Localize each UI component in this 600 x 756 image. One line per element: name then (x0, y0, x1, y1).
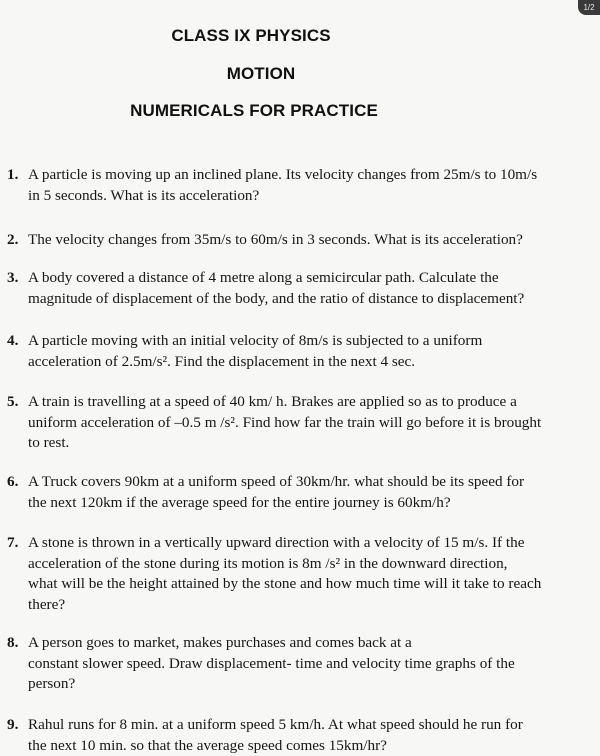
question-text (28, 633, 584, 695)
question-line: acceleration of 2.5m/s². Find the displacement in the next 4 sec. (28, 352, 584, 373)
question-line: to rest. (28, 433, 584, 454)
question-text (28, 331, 584, 372)
chapter-title: MOTION (0, 64, 561, 84)
question-text (28, 230, 584, 251)
question-line: what will be the height attained by the stone and how much time will it take to reach (28, 574, 584, 595)
question-number: 1. (7, 165, 18, 186)
question-number: 6. (7, 472, 18, 493)
question-line: acceleration of the stone during its motion is 8m /s² in the downward direction, (28, 554, 584, 575)
question-line: in 5 seconds. What is its acceleration? (28, 186, 584, 207)
question-text (28, 268, 584, 309)
question-text (28, 715, 584, 756)
question-text (28, 165, 584, 206)
question-line: the next 10 min. so that the average speed comes 15km/hr? (28, 736, 584, 756)
section-title: NUMERICALS FOR PRACTICE (0, 101, 554, 121)
question-line: the next 120km if the average speed for the entire journey is 60km/h? (28, 493, 584, 514)
question-line: The velocity changes from 35m/s to 60m/s in 3 seconds. What is its acceleration? (28, 230, 584, 251)
question-line: A particle moving with an initial velocity of 8m/s is subjected to a uniform (28, 331, 584, 352)
question-line: A particle is moving up an inclined plane. Its velocity changes from 25m/s to 10m/s (28, 165, 584, 186)
question-line: person? (28, 674, 584, 695)
question-line: A stone is thrown in a vertically upward direction with a velocity of 15 m/s. If the (28, 533, 584, 554)
question-line: Rahul runs for 8 min. at a uniform speed 5 km/h. At what speed should he run for (28, 715, 584, 736)
question-number: 4. (7, 331, 18, 352)
question-line: A body covered a distance of 4 metre along a semicircular path. Calculate the (28, 268, 584, 289)
question-line: magnitude of displacement of the body, and the ratio of distance to displacement? (28, 289, 584, 310)
question-number: 5. (7, 392, 18, 413)
page-indicator-badge: 1/2 (578, 0, 600, 15)
question-number: 2. (7, 230, 18, 251)
question-line: constant slower speed. Draw displacement- time and velocity time graphs of the (28, 654, 584, 675)
question-line: A train is travelling at a speed of 40 km/ h. Brakes are applied so as to produce a (28, 392, 584, 413)
question-line: A Truck covers 90km at a uniform speed of 30km/hr. what should be its speed for (28, 472, 584, 493)
question-number: 3. (7, 268, 18, 289)
class-title: CLASS IX PHYSICS (0, 26, 551, 46)
question-text (28, 533, 584, 615)
question-text (28, 472, 584, 513)
question-line: uniform acceleration of –0.5 m /s². Find how far the train will go before it is brought (28, 413, 584, 434)
question-line: there? (28, 595, 584, 616)
question-text (28, 392, 584, 454)
question-number: 8. (7, 633, 18, 654)
question-line: A person goes to market, makes purchases and comes back at a (28, 633, 584, 654)
question-number: 7. (7, 533, 18, 554)
question-number: 9. (7, 715, 18, 736)
